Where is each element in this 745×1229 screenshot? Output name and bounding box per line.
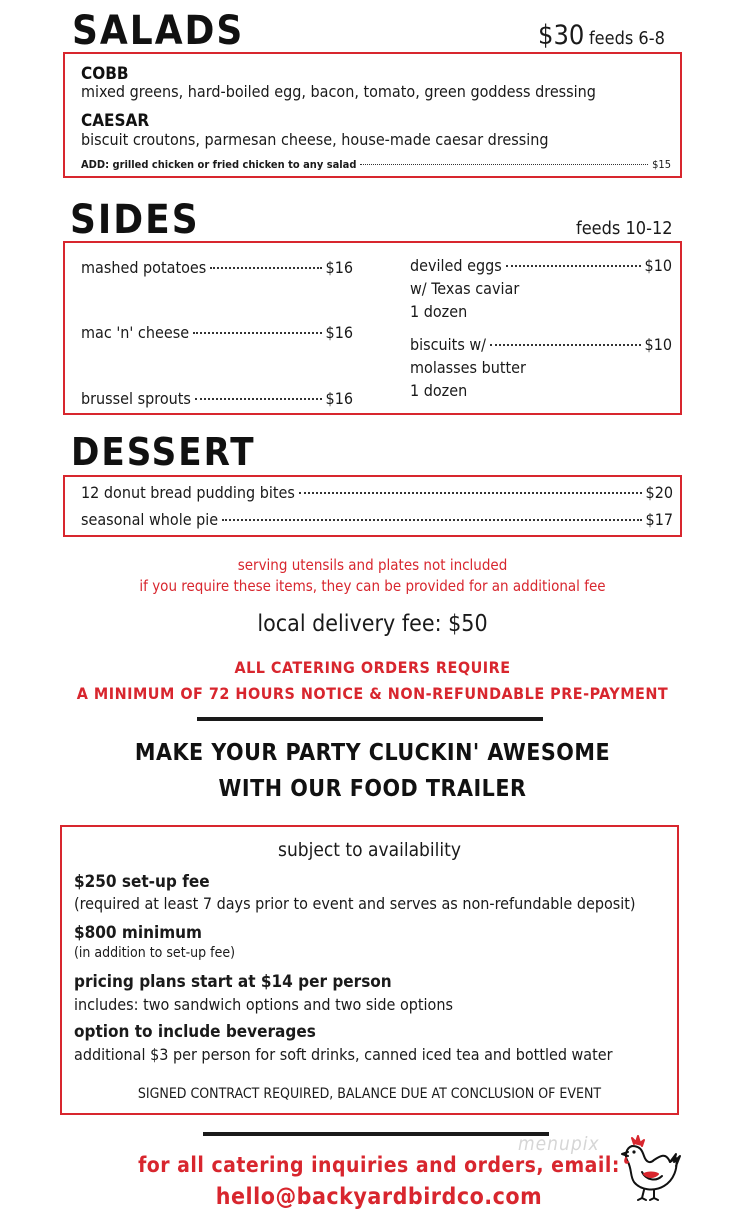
dessert-item-price: $20 xyxy=(645,483,673,502)
dessert-heading: DESSERT xyxy=(71,430,256,474)
trailer-heading-line-1: MAKE YOUR PARTY CLUCKIN' AWESOME xyxy=(134,740,611,766)
contact-line: for all catering inquiries and orders, email: xyxy=(138,1153,620,1177)
leader-dots xyxy=(490,344,641,346)
utensils-notice-detail: if you require these items, they can be provided for an additional fee xyxy=(139,577,606,595)
trailer-box xyxy=(60,825,679,1115)
chicken-logo-icon xyxy=(614,1132,686,1202)
contact-email[interactable]: hello@backyardbirdco.com xyxy=(215,1184,543,1210)
delivery-fee: local delivery fee: $50 xyxy=(257,611,488,637)
side-item-detail: 1 dozen xyxy=(410,302,468,321)
side-item-price: $16 xyxy=(325,389,353,408)
side-item-price: $16 xyxy=(325,323,353,342)
side-item-price: $16 xyxy=(325,258,353,277)
leader-dots xyxy=(210,267,321,269)
side-item-price: $10 xyxy=(644,256,672,275)
beverage-detail: additional $3 per person for soft drinks, canned iced tea and bottled water xyxy=(74,1045,613,1064)
dessert-item-price: $17 xyxy=(645,510,673,529)
salads-box xyxy=(63,52,682,178)
salads-feeds: feeds 6-8 xyxy=(588,28,665,49)
dessert-item-name: seasonal whole pie xyxy=(81,510,219,529)
pricing-title: pricing plans start at $14 per person xyxy=(74,972,392,992)
leader-dots xyxy=(193,332,321,334)
side-item-row xyxy=(81,389,353,408)
utensils-notice: serving utensils and plates not included xyxy=(237,556,508,574)
requirement-line-1: ALL CATERING ORDERS REQUIRE xyxy=(234,658,511,677)
side-item-row xyxy=(81,258,353,277)
side-item-name: mashed potatoes xyxy=(81,258,207,277)
leader-dots xyxy=(360,164,648,165)
side-item-detail: w/ Texas caviar xyxy=(410,279,520,298)
salads-price-value: $30 xyxy=(538,20,585,51)
dessert-item-name: 12 donut bread pudding bites xyxy=(81,483,295,502)
minimum-detail: (in addition to set-up fee) xyxy=(74,945,235,961)
contract-note: SIGNED CONTRACT REQUIRED, BALANCE DUE AT CONCLUSION OF EVENT xyxy=(137,1086,602,1102)
side-item-row xyxy=(81,323,353,342)
side-item-row xyxy=(410,256,672,275)
watermark: menupix xyxy=(518,1133,600,1155)
side-item-name: brussel sprouts xyxy=(81,389,191,408)
dessert-box xyxy=(63,475,682,537)
setup-fee-title: $250 set-up fee xyxy=(74,872,210,892)
sides-box xyxy=(63,241,682,415)
salad-description: mixed greens, hard-boiled egg, bacon, tomato, green goddess dressing xyxy=(81,82,596,101)
beverage-title: option to include beverages xyxy=(74,1022,316,1042)
dessert-item-row xyxy=(81,483,673,502)
side-item-price: $10 xyxy=(644,335,672,354)
side-item-detail: 1 dozen xyxy=(410,381,468,400)
pricing-detail: includes: two sandwich options and two side options xyxy=(74,995,453,1014)
leader-dots xyxy=(299,492,642,494)
salad-name: CAESAR xyxy=(81,111,150,131)
side-item-detail: molasses butter xyxy=(410,358,526,377)
leader-dots xyxy=(506,265,641,267)
minimum-title: $800 minimum xyxy=(74,923,202,943)
trailer-heading-line-2: WITH OUR FOOD TRAILER xyxy=(218,776,527,802)
divider xyxy=(203,1132,549,1136)
dessert-item-row xyxy=(81,510,673,529)
setup-fee-detail: (required at least 7 days prior to event and serves as non-refundable deposit) xyxy=(74,894,636,913)
divider xyxy=(197,717,543,721)
leader-dots xyxy=(195,398,322,400)
side-item-name: deviled eggs xyxy=(410,256,502,275)
side-item-name: biscuits w/ xyxy=(410,335,487,354)
side-item-row xyxy=(410,335,672,354)
salads-price xyxy=(538,20,665,51)
leader-dots xyxy=(222,519,641,521)
salad-add-on-text: ADD: grilled chicken or fried chicken to any salad xyxy=(81,158,357,171)
salads-heading: SALADS xyxy=(72,8,245,54)
salad-description: biscuit croutons, parmesan cheese, house-made caesar dressing xyxy=(81,130,549,149)
sides-feeds: feeds 10-12 xyxy=(576,218,673,239)
side-item-name: mac 'n' cheese xyxy=(81,323,190,342)
sides-heading: SIDES xyxy=(70,197,200,243)
salad-name: COBB xyxy=(81,64,129,84)
requirement-line-2: A MINIMUM OF 72 HOURS NOTICE & NON-REFUNDABLE PRE-PAYMENT xyxy=(76,684,669,703)
salad-add-on-row xyxy=(81,158,671,171)
availability-note: subject to availability xyxy=(278,839,461,861)
salad-add-on-price: $15 xyxy=(652,158,671,171)
